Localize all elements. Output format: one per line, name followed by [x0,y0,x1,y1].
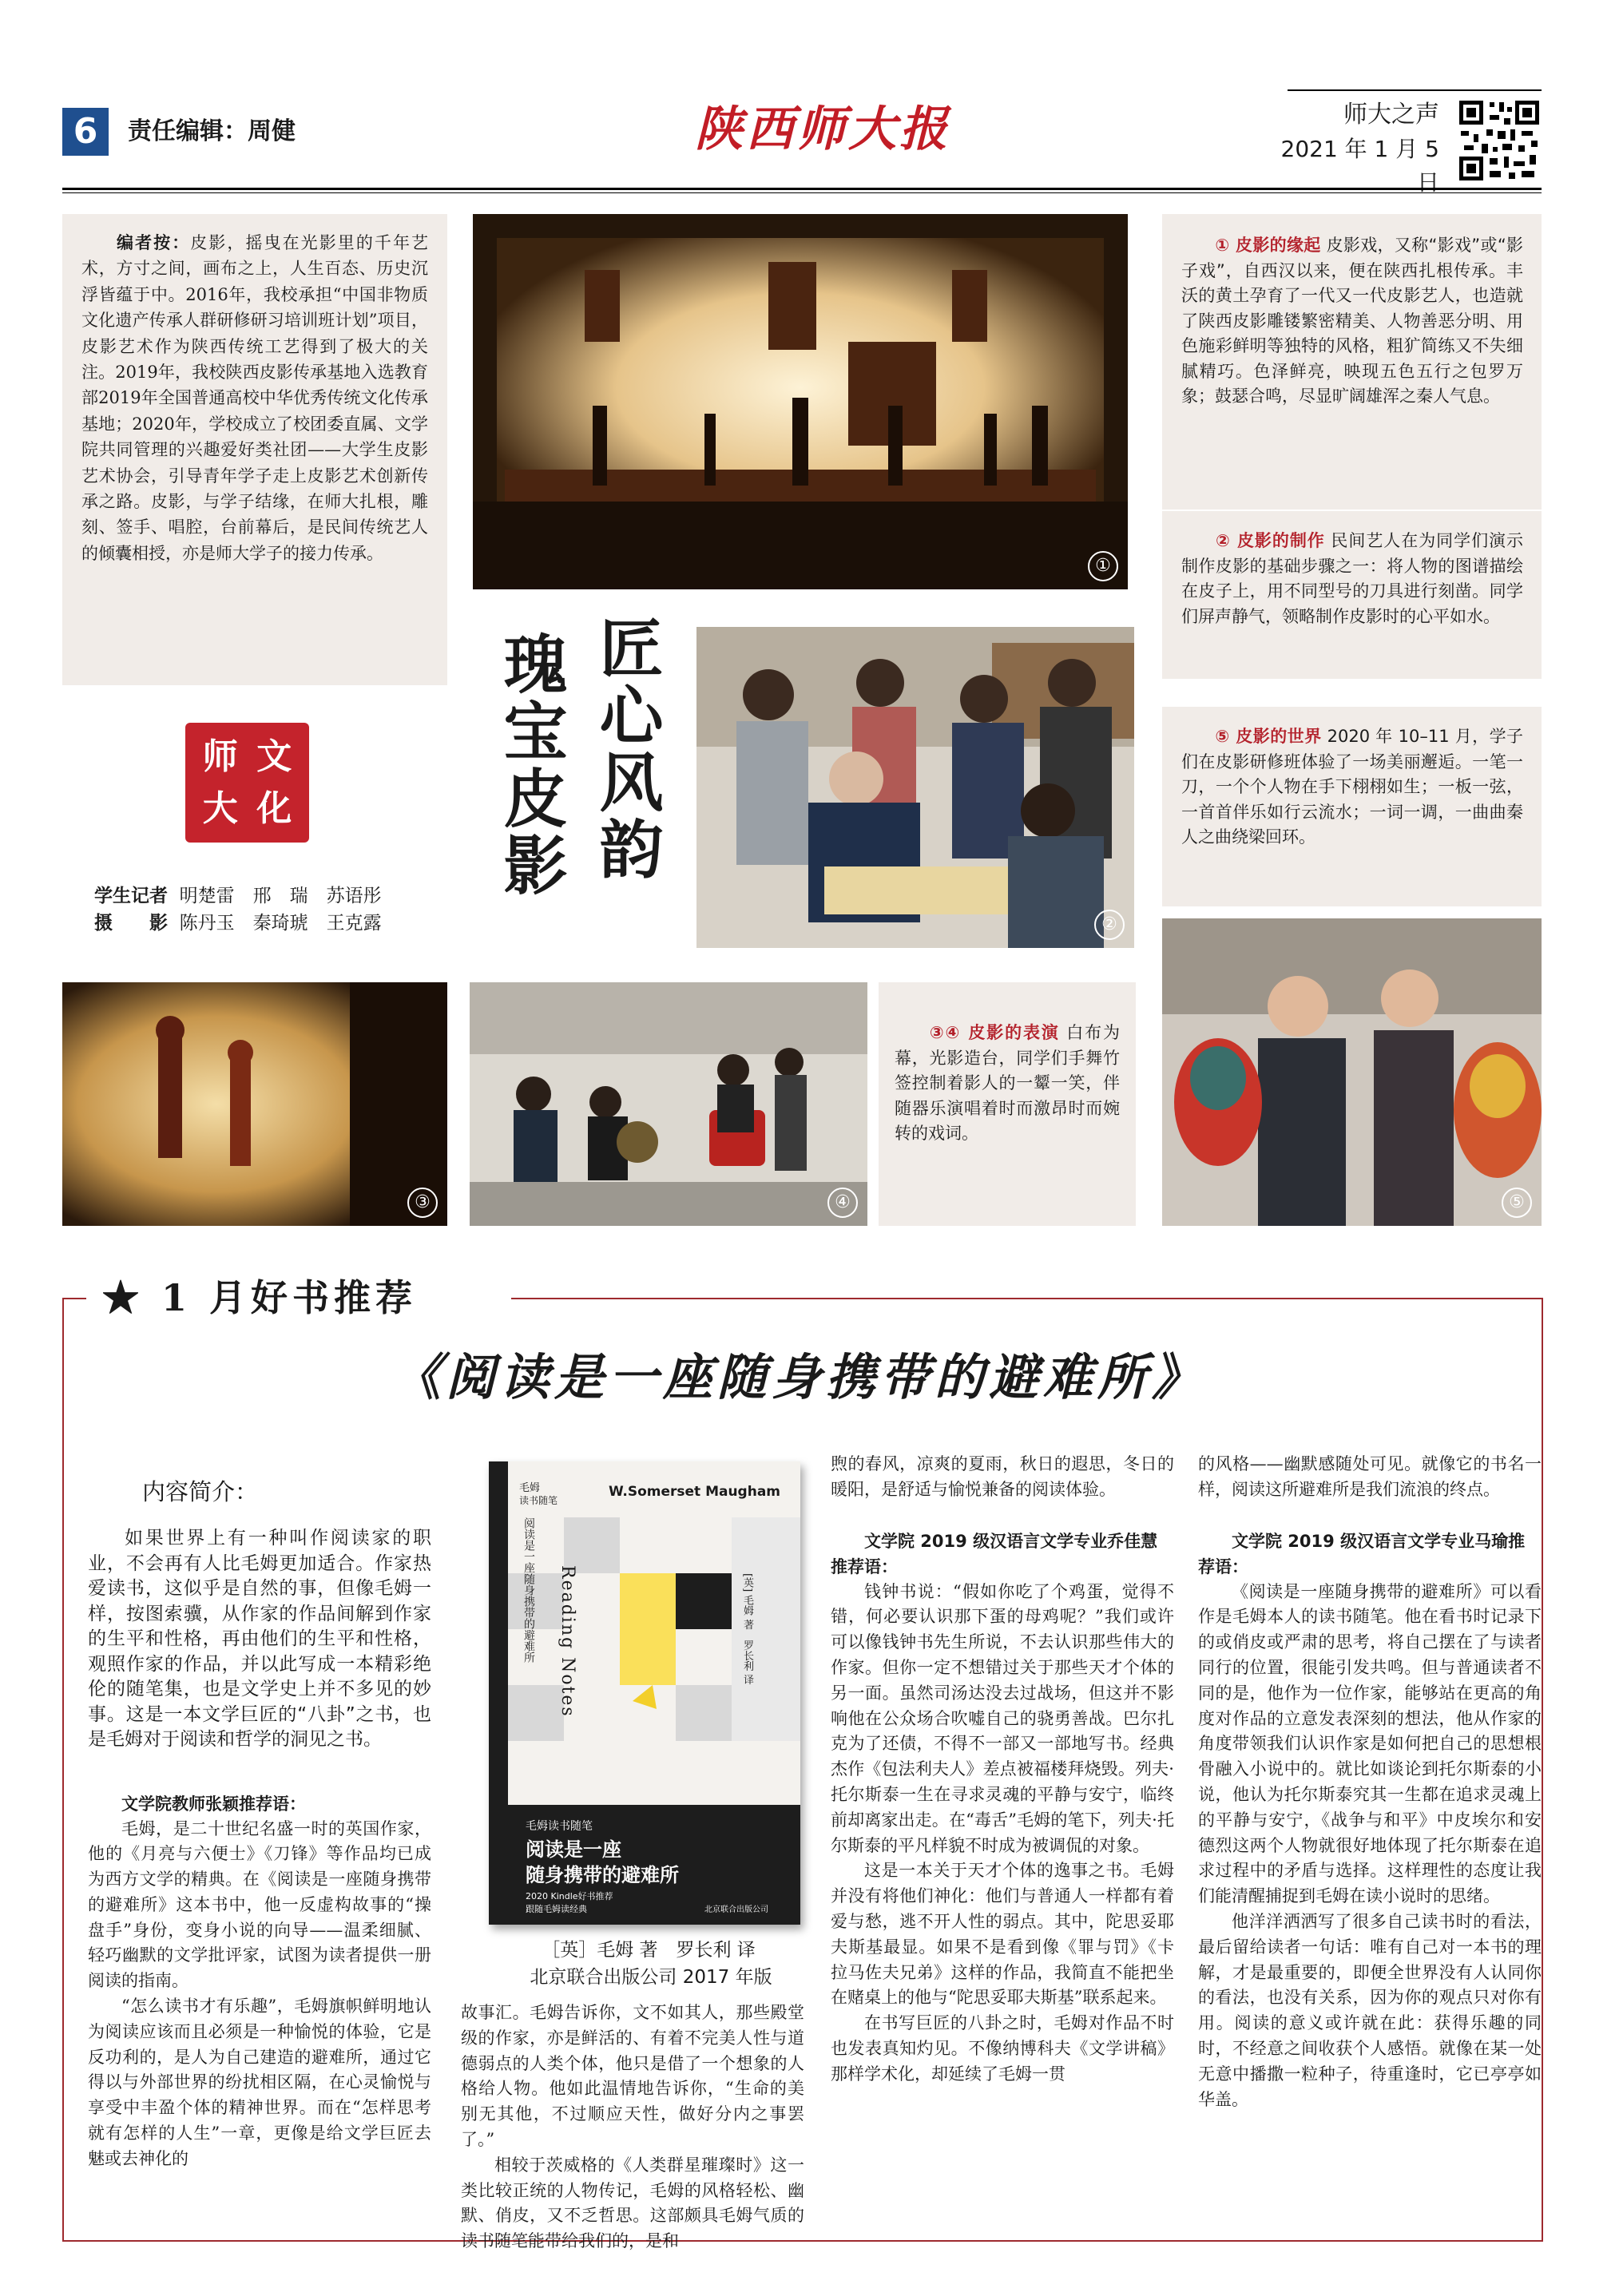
caption-origin-text: 皮影戏，又称“影戏”或“影子戏”，自西汉以来，便在陕西扎根传承。丰沃的黄土孕育了一代又一代皮影艺人，也造就了陕西皮影雕镂繁密精美、人物善恶分明、用色施彩鲜明等独特的风格，粗犷简练又不失细腻精巧。色泽鲜亮，映现五色五行之包罗万象；鼓瑟合鸣，尽显旷阔雄浑之秦人气息。 [1181,236,1524,406]
cover-caption-2: 北京联合出版公司 2017 年版 [530,1967,772,1988]
rec2-heading: 文学院 2019 级汉语言文学专业乔佳慧推荐语： [831,1531,1158,1576]
page-number-box [62,108,109,156]
photo-making [696,627,1134,948]
caption-performance [895,1021,1120,1147]
col2-paragraph-2: 相较于茨威格的《人类群星璀璨时》这一类比较正统的人物传记，毛姆的风格轻松、幽默、俏皮，又不乏哲思。这部颇具毛姆气质的读书随笔能带给我们的，是和 [461,2155,804,2251]
cover-series-line: 毛姆读书随笔 [526,1820,593,1833]
qr-code [1458,99,1541,182]
col3-lead [831,1452,1174,1503]
intro-text [88,1526,431,1753]
editor-note-label: 编者按： [115,232,191,252]
cover-spine-text: [英] 毛姆 著 罗长利 译 [741,1573,753,1685]
photo-badge-2: ② [1094,910,1125,940]
rec2-text [831,1580,1174,2088]
cover-series-sub: 读书随笔 [519,1495,558,1506]
intro-heading: 内容简介： [142,1478,259,1505]
cover-blurb-2: 跟随毛姆读经典 [526,1904,587,1914]
book-col-1 [88,1473,431,2172]
col4-paragraph-0: 的风格——幽默感随处可见。就像它的书名一样，阅读这所避难所是我们流浪的终点。 [1198,1454,1542,1499]
caption-performance-title: ③④ 皮影的表演 [928,1023,1060,1042]
caption-world-box [1162,707,1542,906]
editor-line: 责任编辑：周健 [128,117,296,145]
caption-world-title: ⑤ 皮影的世界 [1215,727,1322,746]
photo-badge-1: ① [1088,551,1118,581]
header-rule [62,188,1542,190]
col3-paragraph-0: 煦的春风，凉爽的夏雨，秋日的遐思，冬日的暖阳，是舒适与愉悦兼备的阅读体验。 [831,1454,1174,1499]
credit-role-1: 学生记者 [94,886,168,906]
cover-blurb-1: 2020 Kindle好书推荐 [526,1891,613,1901]
caption-making-title: ② 皮影的制作 [1215,531,1325,550]
book-frame-top-left [62,1298,86,1299]
issue-date: 2021 年 1 月 5 日 [1280,136,1439,196]
editor-note [81,230,428,566]
caption-performance-text: 白布为幕，光影造台，同学们手舞竹签控制着影人的一颦一笑，伴随器乐演唱着时而激昂时而婉转的戏词。 [895,1023,1120,1143]
photo-masters [1162,918,1542,1226]
header-rule-right [1288,89,1542,91]
caption-world [1181,724,1523,851]
caption-origin-box [1162,214,1542,510]
stamp-char-2: 文 [256,736,292,777]
credit-names-1: 明楚雷 邢 瑞 苏语彤 [179,886,382,906]
cover-caption-1: ［英］毛姆 著 罗长利 译 [542,1940,756,1961]
col2-paragraph-1: 故事汇。毛姆告诉你，文不如其人，那些殿堂级的作家，亦是鲜活的、有着不完美人性与道德弱点的人类个体，他只是借了一个想象的人格给人物。他如此温情地告诉你，“生命的美别无其他，不过顺应天性，做好分内之事罢了。” [461,2003,804,2149]
cover-author-en: W.Somerset Maugham [609,1484,781,1500]
rec3-paragraph-1: 《阅读是一座随身携带的避难所》可以看作是毛姆本人的读书随笔。他在看书时记录下的或俏皮或严肃的思考，将自己摆在了与读者同行的位置，很能引发共鸣。但与普通读者不同的是，他作为一位作家，能够站在更高的角度对作品的立意发表深刻的想法，他从作家的角度带领我们认识作家是如何把自己的思想根骨融入小说中的。就比如谈论到托尔斯泰的小说，他认为托尔斯泰究其一生都在追求灵魂上的平静与安宁，《战争与和平》中皮埃尔和安德烈这两个人物就很好地体现了托尔斯泰在追求过程中的矛盾与选择。这样理性的态度让我们能清醒捕捉到毛姆在读小说时的思绪。 [1198,1581,1542,1906]
masthead: 陕西师大报 [695,101,950,157]
section-name: 师大之声 [1343,101,1439,129]
rec2-paragraph-3: 在书写巨匠的八卦之时，毛姆对作品不时也发表真知灼见。不像纳博科夫《文学讲稿》那样学术化，却延续了毛姆一贯 [831,2013,1174,2084]
caption-origin-title: ① 皮影的缘起 [1215,236,1321,255]
credit-photo [94,910,478,937]
rec1-heading: 文学院教师张颖推荐语： [121,1794,306,1814]
caption-world-text: 2020 年 10–11 月，学子们在皮影研修班体验了一场美丽邂逅。一笔一刀，一个个人物在手下栩栩如生；一板一弦，一首首伴乐如行云流水；一词一调，一曲曲秦人之曲绕梁回环。 [1181,727,1523,847]
feature-title-col1: 匠心风韵 [589,615,664,883]
intro-paragraph: 如果世界上有一种叫作阅读家的职业，不会再有人比毛姆更加适合。作家热爱读书，这似乎是自然的事，但像毛姆一样，按图索骥，从作家的作品间解到作家的生平和性格，再由他们的生平和性格，观照作家的作品，并以此写成一本精彩绝伦的随笔集，也是文学史上并不多见的妙事。这是一本文学巨匠的“八卦”之书，也是毛姆对于阅读和哲学的洞见之书。 [88,1528,431,1750]
rec2-paragraph-1: 钱钟书说：“假如你吃了个鸡蛋，觉得不错，何必要认识那下蛋的母鸡呢？”我们或许可以像钱钟书先生所说，不去认识那些伟大的作家。但你一定不想错过关于那些天才个体的另一面。虽然司汤达没去过战场，但这并不影响他在公众场合吹嘘自己的骁勇善战。巴尔扎克为了还债，不得不一部又一部地写书。经典杰作《包法利夫人》差点被福楼拜烧毁。列夫·托尔斯泰一生在寻求灵魂的平静与安宁，临终前却离家出走。在“毒舌”毛姆的笔下，列夫·托尔斯泰的平凡样貌不时成为被调侃的对象。 [831,1581,1174,1855]
culture-stamp [185,723,309,843]
cover-vertical-title: 阅读是一座随身携带的避难所 [522,1517,535,1663]
book-section-label: ★ 1 月好书推荐 [102,1276,418,1319]
rec1-paragraph-2: “怎么读书才有乐趣”，毛姆旗帜鲜明地认为阅读应该而且必须是一种愉悦的体验，它是反功利的，是人为自己建造的避难所，通过它得以与外部世界的纷扰相区隔，在心灵愉悦与享受中丰盈个体的精神世界。而在“怎样思考就有怎样的人生”一章，更像是给文学巨匠去魅或去神化的 [88,1997,431,2168]
editor-note-text: 皮影，摇曳在光影里的千年艺术，方寸之间，画布之上，人生百态、历史沉浮皆蕴于中。2016年，我校承担“中国非物质文化遗产传承人群研修研习培训班计划”项目，皮影艺术作为陕西传统工艺得到了极大的关注。2019年，我校陕西皮影传承基地入选教育部2019年全国普通高校中华优秀传统文化传承基地；2020年，学校成立了校团委直属、文学院共同管理的兴趣爱好类社团——大学生皮影艺术协会，引导青年学子走上皮影艺术创新传承之路。皮影，与学子结缘，在师大扎根，雕刻、签手、唱腔，台前幕后，是民间传统艺人的倾囊相授，亦是师大学子的接力传承。 [81,233,429,563]
header-rule-thin [62,192,1542,193]
caption-making [1181,529,1523,629]
cover-cn-title-1: 阅读是一座 [526,1838,621,1861]
page-number: 6 [73,111,98,152]
book-title: 《阅读是一座随身携带的避难所》 [391,1348,1206,1406]
feature-title-col2: 瑰宝皮影 [493,631,568,899]
photo-stage [473,214,1128,589]
cover-english-title: Reading Notes [558,1565,577,1718]
book-frame-top-right [511,1298,1542,1299]
rec1-paragraph-1: 毛姆，是二十世纪名盛一时的英国作家，他的《月亮与六便士》《刀锋》等作品均已成为西方文学的精典。在《阅读是一座随身携带的避难所》这本书中，他一反虚构故事的“操盘手”身份，变身小说的向导——温柔细腻、轻巧幽默的文学批评家，试图为读者提供一册阅读的指南。 [88,1818,431,1991]
cover-cn-title-2: 随身携带的避难所 [526,1863,679,1886]
caption-performance-box [879,982,1136,1226]
stamp-char-4: 化 [256,788,292,829]
cover-series-top: 毛姆 [519,1482,541,1494]
credits [94,882,478,937]
col4-lead [1198,1452,1542,1503]
caption-making-text: 民间艺人在为同学们演示制作皮影的基础步骤之一：将人物的图谱描绘在皮子上，用不同型号的刀具进行刻凿。同学们屏声静气，领略制作皮影时的心平如水。 [1181,531,1523,626]
book-col-4 [1198,1452,1542,2112]
credit-names-2: 陈丹玉 秦琦琥 王克露 [179,913,382,934]
photo-puppets [62,982,447,1226]
editor-note-box [62,214,447,685]
book-cover [489,1461,800,1925]
rec1-text [88,1817,431,2172]
stamp-char-3: 大 [202,788,238,829]
cover-publisher: 北京联合出版公司 [704,1905,768,1914]
photo-badge-3: ③ [407,1188,438,1218]
rec3-paragraph-2: 他洋洋洒洒写了很多自己读书时的看法，最后留给读者一句话：唯有自己对一本书的理解，才是最重要的，即便全世界没有人认同你的看法，也没有关系，因为你的观点只对你有用。阅读的意义或许就在此：获得乐趣的同时，不经意之间收获个人感悟。就像在某一处无意中播撒一粒种子，待重逢时，它已亭亭如华盖。 [1198,1911,1542,2109]
photo-performance [470,982,867,1226]
rec3-heading: 文学院 2019 级汉语言文学专业马瑜推荐语： [1198,1531,1526,1576]
credit-role-2: 摄 影 [94,913,168,934]
book-col-3 [831,1452,1174,2088]
photo-badge-4: ④ [827,1188,858,1218]
credit-reporters [94,882,478,910]
rec2-paragraph-2: 这是一本关于天才个体的逸事之书。毛姆并没有将他们神化：他们与普通人一样都有着爱与愁，逃不开人性的弱点。其中，陀思妥耶夫斯基最显。如果不是看到像《罪与罚》《卡拉马佐夫兄弟》这样的作品，我简直不能把坐在赌桌上的他与“陀思妥耶夫斯基”联系起来。 [831,1861,1174,2008]
photo-badge-5: ⑤ [1502,1188,1532,1218]
book-col-2 [461,2001,804,2254]
stamp-char-1: 师 [202,736,238,777]
caption-origin [1181,233,1523,410]
rec3-text [1198,1580,1542,2113]
caption-making-box [1162,511,1542,679]
